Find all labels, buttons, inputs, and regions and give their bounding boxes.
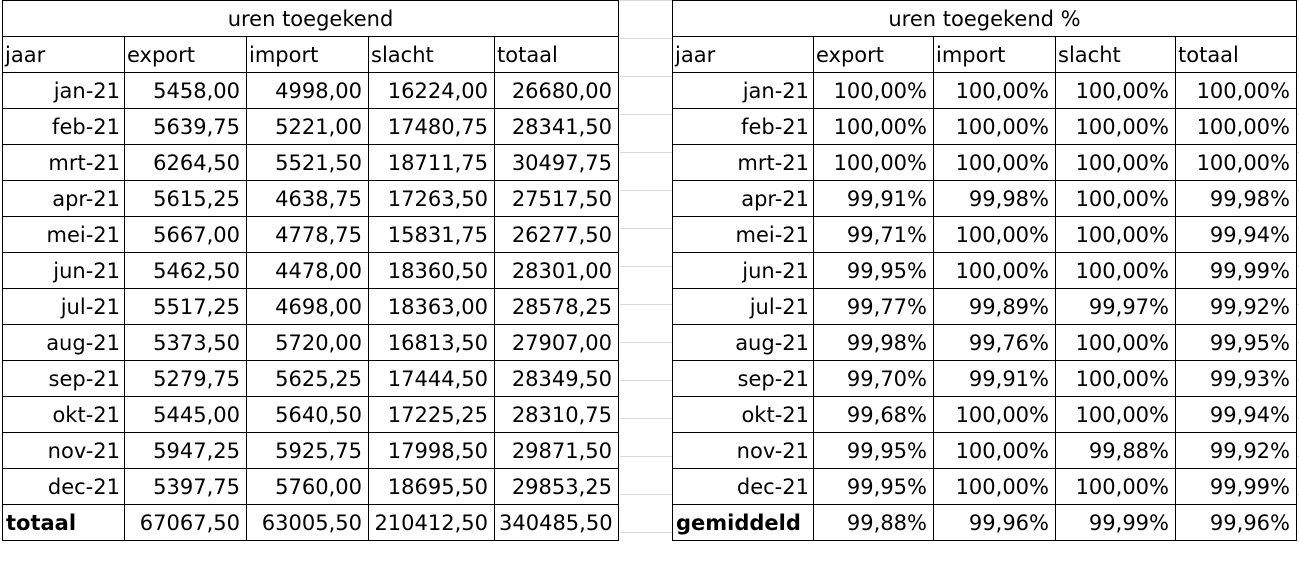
footer-value-totaal: 99,96% bbox=[1176, 505, 1297, 541]
month-cell: feb-21 bbox=[3, 109, 125, 145]
value-cell-import: 100,00% bbox=[934, 397, 1056, 433]
value-cell-totaal: 28349,50 bbox=[495, 361, 619, 397]
value-cell-slacht: 100,00% bbox=[1056, 145, 1176, 181]
column-header-export: export bbox=[814, 37, 934, 73]
value-cell-export: 5445,00 bbox=[125, 397, 247, 433]
value-cell-import: 4998,00 bbox=[247, 73, 369, 109]
table-row bbox=[3, 469, 619, 505]
header-row bbox=[673, 37, 1297, 73]
value-cell-import: 99,76% bbox=[934, 325, 1056, 361]
value-cell-export: 5639,75 bbox=[125, 109, 247, 145]
value-cell-totaal: 27517,50 bbox=[495, 181, 619, 217]
table-row bbox=[3, 181, 619, 217]
table-row bbox=[3, 217, 619, 253]
value-cell-export: 5615,25 bbox=[125, 181, 247, 217]
month-cell: okt-21 bbox=[3, 397, 125, 433]
table-row bbox=[673, 325, 1297, 361]
value-cell-slacht: 15831,75 bbox=[369, 217, 495, 253]
month-cell: okt-21 bbox=[673, 397, 814, 433]
table-row bbox=[3, 289, 619, 325]
value-cell-import: 100,00% bbox=[934, 433, 1056, 469]
month-cell: jan-21 bbox=[3, 73, 125, 109]
value-cell-totaal: 27907,00 bbox=[495, 325, 619, 361]
table-title-row bbox=[3, 1, 619, 37]
value-cell-import: 4638,75 bbox=[247, 181, 369, 217]
column-header-slacht: slacht bbox=[1056, 37, 1176, 73]
value-cell-export: 5947,25 bbox=[125, 433, 247, 469]
table-row bbox=[673, 361, 1297, 397]
value-cell-totaal: 99,94% bbox=[1176, 217, 1297, 253]
value-cell-totaal: 99,92% bbox=[1176, 433, 1297, 469]
value-cell-export: 6264,50 bbox=[125, 145, 247, 181]
month-cell: feb-21 bbox=[673, 109, 814, 145]
value-cell-export: 99,70% bbox=[814, 361, 934, 397]
value-cell-export: 99,95% bbox=[814, 433, 934, 469]
footer-value-slacht: 210412,50 bbox=[369, 505, 495, 541]
value-cell-export: 5458,00 bbox=[125, 73, 247, 109]
value-cell-import: 4778,75 bbox=[247, 217, 369, 253]
table-title: uren toegekend bbox=[3, 1, 619, 37]
value-cell-import: 5760,00 bbox=[247, 469, 369, 505]
value-cell-export: 100,00% bbox=[814, 109, 934, 145]
table-row bbox=[3, 325, 619, 361]
value-cell-export: 5373,50 bbox=[125, 325, 247, 361]
value-cell-slacht: 100,00% bbox=[1056, 73, 1176, 109]
value-cell-slacht: 100,00% bbox=[1056, 253, 1176, 289]
hours-granted-table-body bbox=[3, 1, 619, 541]
value-cell-slacht: 99,88% bbox=[1056, 433, 1176, 469]
column-header-import: import bbox=[934, 37, 1056, 73]
footer-value-slacht: 99,99% bbox=[1056, 505, 1176, 541]
value-cell-export: 5667,00 bbox=[125, 217, 247, 253]
value-cell-import: 99,89% bbox=[934, 289, 1056, 325]
footer-value-export: 99,88% bbox=[814, 505, 934, 541]
value-cell-totaal: 100,00% bbox=[1176, 109, 1297, 145]
value-cell-totaal: 29853,25 bbox=[495, 469, 619, 505]
value-cell-slacht: 100,00% bbox=[1056, 325, 1176, 361]
table-row bbox=[673, 469, 1297, 505]
value-cell-totaal: 99,98% bbox=[1176, 181, 1297, 217]
month-cell: aug-21 bbox=[673, 325, 814, 361]
column-header-jaar: jaar bbox=[3, 37, 125, 73]
value-cell-export: 99,91% bbox=[814, 181, 934, 217]
value-cell-totaal: 99,99% bbox=[1176, 253, 1297, 289]
value-cell-slacht: 18360,50 bbox=[369, 253, 495, 289]
footer-value-totaal: 340485,50 bbox=[495, 505, 619, 541]
table-row bbox=[3, 145, 619, 181]
footer-value-import: 63005,50 bbox=[247, 505, 369, 541]
value-cell-export: 99,71% bbox=[814, 217, 934, 253]
value-cell-import: 100,00% bbox=[934, 109, 1056, 145]
value-cell-import: 5521,50 bbox=[247, 145, 369, 181]
table-row bbox=[673, 73, 1297, 109]
value-cell-slacht: 17480,75 bbox=[369, 109, 495, 145]
table-title-row bbox=[673, 1, 1297, 37]
value-cell-import: 100,00% bbox=[934, 145, 1056, 181]
header-row bbox=[3, 37, 619, 73]
value-cell-totaal: 100,00% bbox=[1176, 73, 1297, 109]
value-cell-totaal: 26680,00 bbox=[495, 73, 619, 109]
footer-value-export: 67067,50 bbox=[125, 505, 247, 541]
month-cell: jun-21 bbox=[673, 253, 814, 289]
month-cell: dec-21 bbox=[673, 469, 814, 505]
column-header-totaal: totaal bbox=[1176, 37, 1297, 73]
value-cell-slacht: 18695,50 bbox=[369, 469, 495, 505]
value-cell-import: 5625,25 bbox=[247, 361, 369, 397]
value-cell-export: 5462,50 bbox=[125, 253, 247, 289]
value-cell-import: 99,91% bbox=[934, 361, 1056, 397]
value-cell-slacht: 100,00% bbox=[1056, 397, 1176, 433]
value-cell-totaal: 100,00% bbox=[1176, 145, 1297, 181]
value-cell-totaal: 99,94% bbox=[1176, 397, 1297, 433]
value-cell-slacht: 17225,25 bbox=[369, 397, 495, 433]
value-cell-import: 5221,00 bbox=[247, 109, 369, 145]
table-row bbox=[673, 253, 1297, 289]
value-cell-slacht: 18363,00 bbox=[369, 289, 495, 325]
value-cell-import: 5640,50 bbox=[247, 397, 369, 433]
value-cell-import: 100,00% bbox=[934, 469, 1056, 505]
value-cell-slacht: 17444,50 bbox=[369, 361, 495, 397]
value-cell-slacht: 100,00% bbox=[1056, 469, 1176, 505]
value-cell-slacht: 18711,75 bbox=[369, 145, 495, 181]
value-cell-export: 99,95% bbox=[814, 253, 934, 289]
table-row bbox=[3, 253, 619, 289]
month-cell: sep-21 bbox=[673, 361, 814, 397]
column-header-totaal: totaal bbox=[495, 37, 619, 73]
value-cell-import: 100,00% bbox=[934, 73, 1056, 109]
value-cell-totaal: 99,99% bbox=[1176, 469, 1297, 505]
table-row bbox=[3, 433, 619, 469]
month-cell: jul-21 bbox=[3, 289, 125, 325]
value-cell-export: 100,00% bbox=[814, 73, 934, 109]
value-cell-export: 99,95% bbox=[814, 469, 934, 505]
value-cell-import: 4478,00 bbox=[247, 253, 369, 289]
footer-value-import: 99,96% bbox=[934, 505, 1056, 541]
value-cell-slacht: 16813,50 bbox=[369, 325, 495, 361]
value-cell-import: 4698,00 bbox=[247, 289, 369, 325]
hours-granted-percent-table bbox=[672, 0, 1297, 541]
value-cell-totaal: 30497,75 bbox=[495, 145, 619, 181]
month-cell: mei-21 bbox=[673, 217, 814, 253]
column-header-export: export bbox=[125, 37, 247, 73]
table-row bbox=[673, 217, 1297, 253]
value-cell-slacht: 16224,00 bbox=[369, 73, 495, 109]
value-cell-slacht: 17263,50 bbox=[369, 181, 495, 217]
table-title: uren toegekend % bbox=[673, 1, 1297, 37]
value-cell-export: 99,68% bbox=[814, 397, 934, 433]
value-cell-slacht: 100,00% bbox=[1056, 217, 1176, 253]
column-header-slacht: slacht bbox=[369, 37, 495, 73]
month-cell: jan-21 bbox=[673, 73, 814, 109]
value-cell-export: 100,00% bbox=[814, 145, 934, 181]
column-header-jaar: jaar bbox=[673, 37, 814, 73]
month-cell: mrt-21 bbox=[3, 145, 125, 181]
footer-label: totaal bbox=[3, 505, 125, 541]
value-cell-slacht: 99,97% bbox=[1056, 289, 1176, 325]
value-cell-export: 5517,25 bbox=[125, 289, 247, 325]
value-cell-totaal: 99,92% bbox=[1176, 289, 1297, 325]
table-row bbox=[673, 181, 1297, 217]
value-cell-export: 5279,75 bbox=[125, 361, 247, 397]
value-cell-slacht: 100,00% bbox=[1056, 109, 1176, 145]
value-cell-import: 100,00% bbox=[934, 253, 1056, 289]
value-cell-slacht: 100,00% bbox=[1056, 181, 1176, 217]
value-cell-export: 99,98% bbox=[814, 325, 934, 361]
column-header-import: import bbox=[247, 37, 369, 73]
month-cell: apr-21 bbox=[673, 181, 814, 217]
value-cell-slacht: 17998,50 bbox=[369, 433, 495, 469]
table-row bbox=[3, 73, 619, 109]
month-cell: sep-21 bbox=[3, 361, 125, 397]
table-row bbox=[673, 289, 1297, 325]
table-row bbox=[673, 397, 1297, 433]
table-row bbox=[673, 145, 1297, 181]
value-cell-import: 99,98% bbox=[934, 181, 1056, 217]
value-cell-export: 99,77% bbox=[814, 289, 934, 325]
month-cell: apr-21 bbox=[3, 181, 125, 217]
value-cell-import: 5925,75 bbox=[247, 433, 369, 469]
footer-label: gemiddeld bbox=[673, 505, 814, 541]
value-cell-totaal: 26277,50 bbox=[495, 217, 619, 253]
value-cell-import: 100,00% bbox=[934, 217, 1056, 253]
value-cell-totaal: 28301,00 bbox=[495, 253, 619, 289]
month-cell: mei-21 bbox=[3, 217, 125, 253]
footer-row bbox=[3, 505, 619, 541]
footer-row bbox=[673, 505, 1297, 541]
table-row bbox=[673, 109, 1297, 145]
value-cell-totaal: 28341,50 bbox=[495, 109, 619, 145]
value-cell-slacht: 100,00% bbox=[1056, 361, 1176, 397]
value-cell-import: 5720,00 bbox=[247, 325, 369, 361]
value-cell-totaal: 28310,75 bbox=[495, 397, 619, 433]
month-cell: aug-21 bbox=[3, 325, 125, 361]
month-cell: jul-21 bbox=[673, 289, 814, 325]
value-cell-totaal: 99,93% bbox=[1176, 361, 1297, 397]
spreadsheet-gridlines bbox=[620, 0, 672, 570]
month-cell: nov-21 bbox=[673, 433, 814, 469]
value-cell-totaal: 28578,25 bbox=[495, 289, 619, 325]
table-row bbox=[3, 361, 619, 397]
hours-granted-table bbox=[2, 0, 619, 541]
table-row bbox=[673, 433, 1297, 469]
value-cell-totaal: 99,95% bbox=[1176, 325, 1297, 361]
month-cell: mrt-21 bbox=[673, 145, 814, 181]
table-row bbox=[3, 397, 619, 433]
value-cell-totaal: 29871,50 bbox=[495, 433, 619, 469]
table-row bbox=[3, 109, 619, 145]
value-cell-export: 5397,75 bbox=[125, 469, 247, 505]
month-cell: nov-21 bbox=[3, 433, 125, 469]
hours-granted-percent-table-body bbox=[673, 1, 1297, 541]
month-cell: dec-21 bbox=[3, 469, 125, 505]
month-cell: jun-21 bbox=[3, 253, 125, 289]
